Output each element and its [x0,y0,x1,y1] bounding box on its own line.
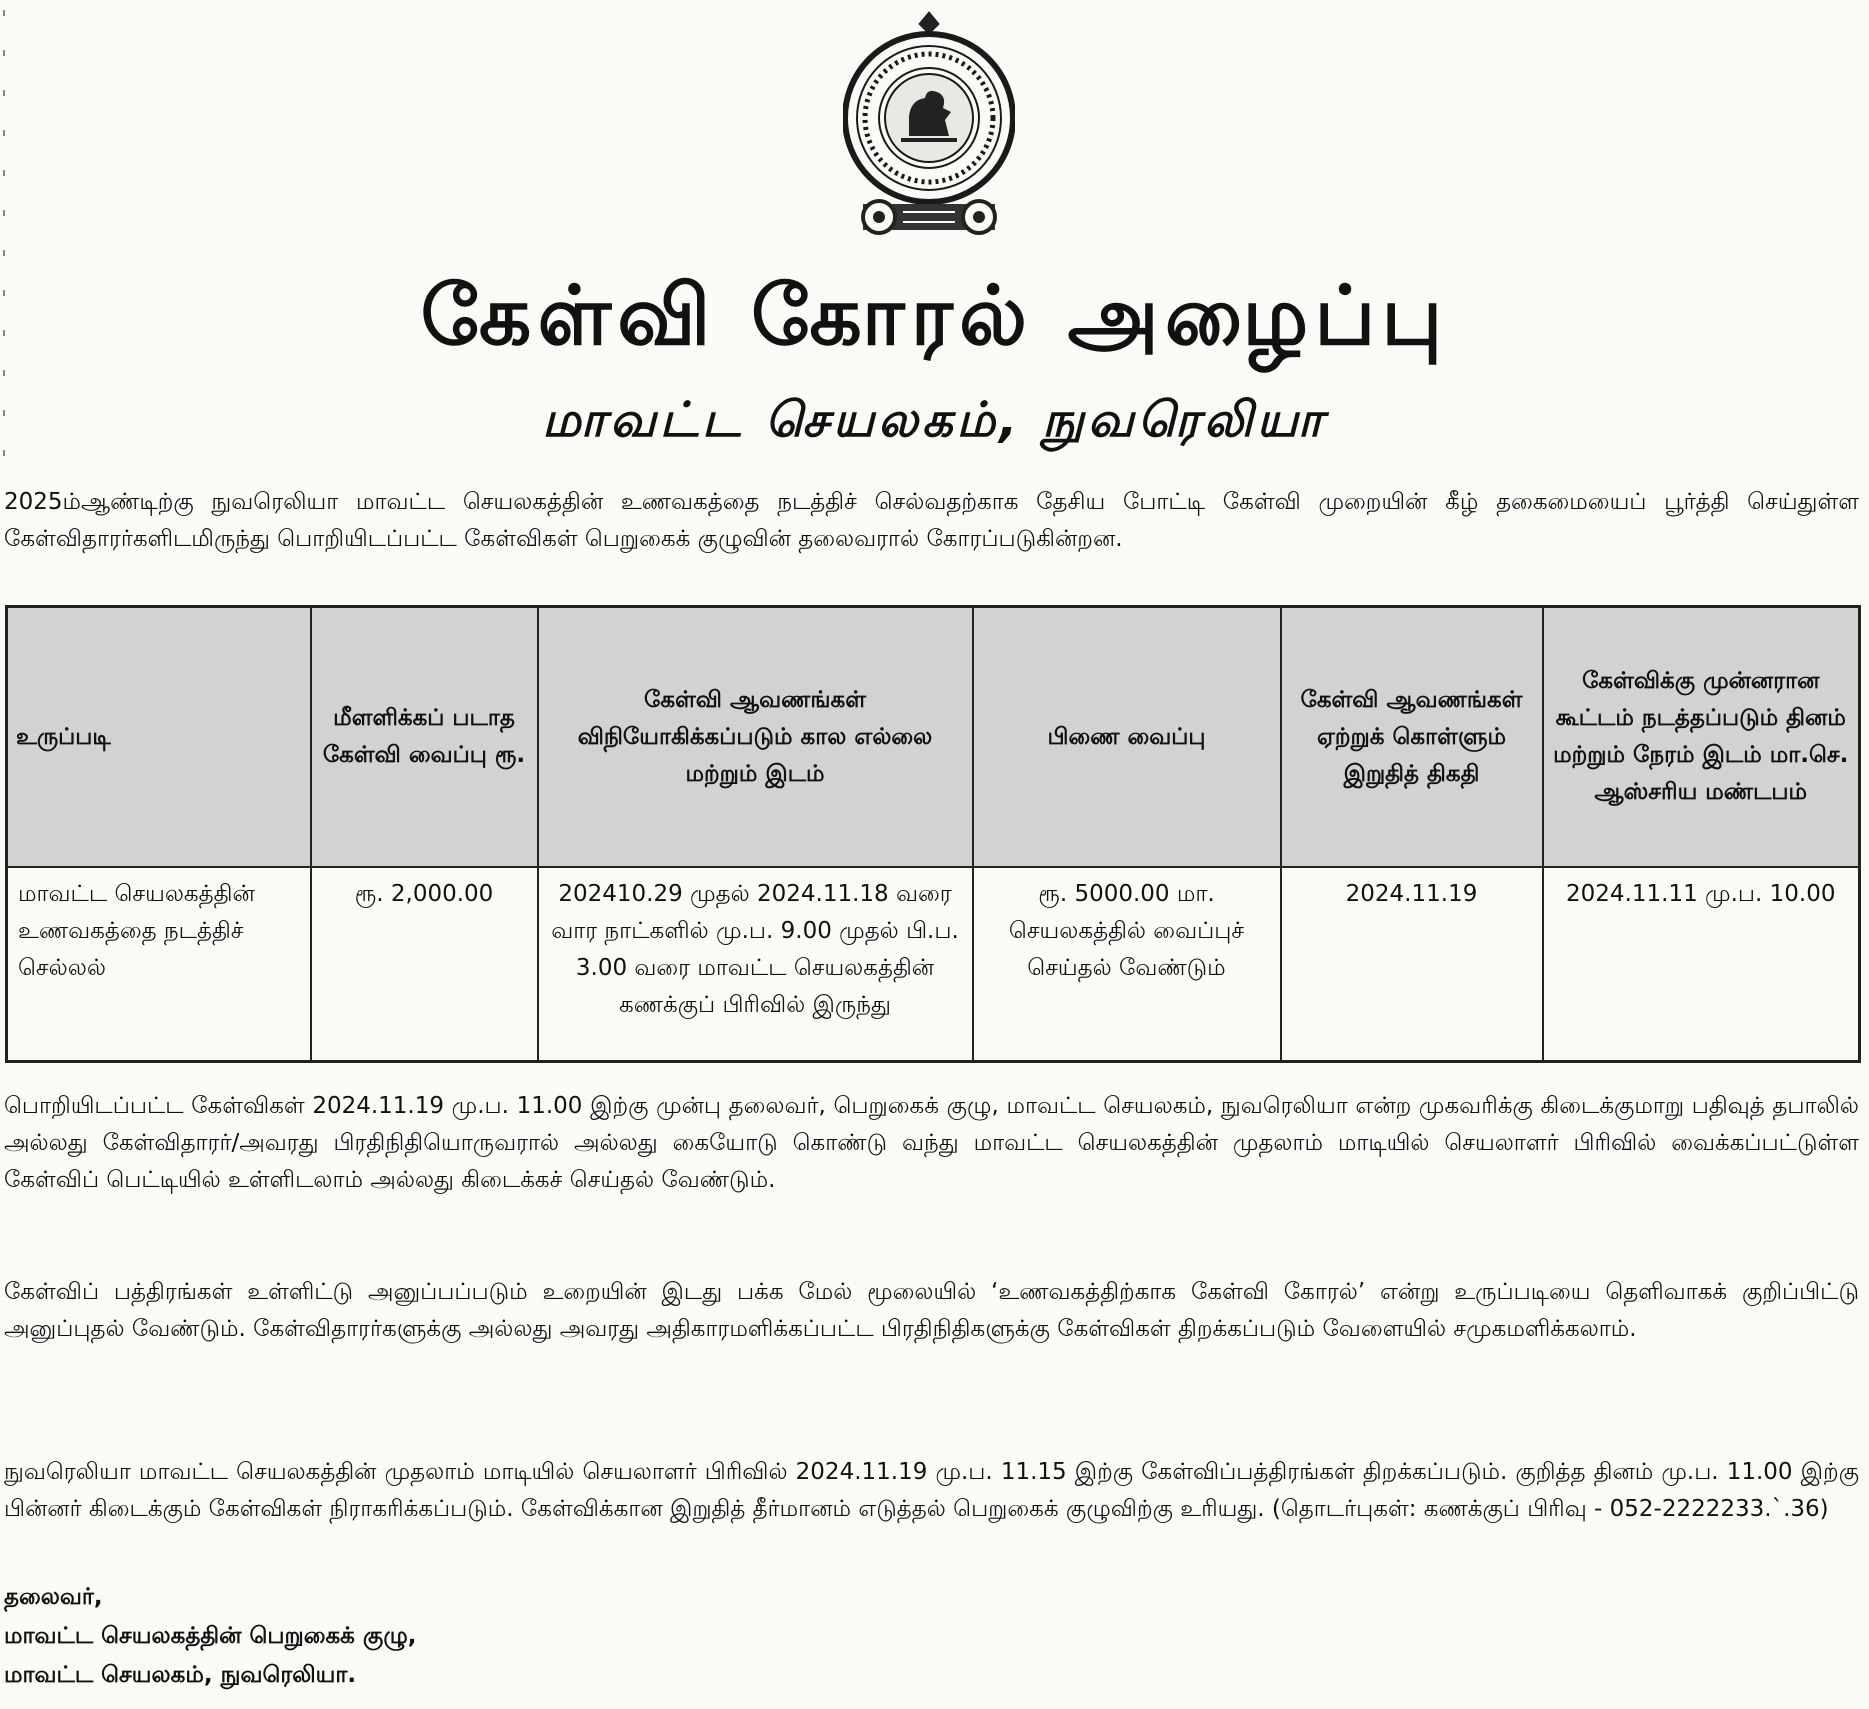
table-header-row [7,607,1860,868]
sri-lanka-emblem-icon [843,8,1015,246]
table-cell: 2024.11.11 மு.ப. 10.00 [1543,867,1860,1062]
signature-line: தலைவர், [4,1584,103,1610]
table-cell: மாவட்ட செயலகத்தின் உணவகத்தை நடத்திச் செல்லல் [7,867,311,1062]
column-header: கேள்விக்கு முன்னரான கூட்டம் நடத்தப்படும் தினம் மற்றும் நேரம் இடம் மா.செ. ஆஸ்சரிய மண்டபம் [1543,607,1860,868]
column-header: உருப்படி [7,607,311,868]
notice-title: கேள்வி கோரல் அழைப்பு [420,269,1449,364]
signature-block [4,1578,417,1695]
column-header: கேள்வி ஆவணங்கள் விநியோகிக்கப்படும் கால எல்லை மற்றும் இடம் [538,607,973,868]
envelope-paragraph: கேள்விப் பத்திரங்கள் உள்ளிட்டு அனுப்பப்படும் உறையின் இடது பக்க மேல் மூலையில் ‘உணவகத்திற்காக கேள்வி கோரல்’ என்று உருப்படியை தெளிவாகக் குறிப்பிட்டு அனுப்புதல் வேண்டும். கேள்விதாரர்களுக்கு அல்லது அவரது அதிகாரமளிக்கப்பட்ட பிரதிநிதிகளுக்கு கேள்விகள் திறக்கப்படும் வேளையில் சமுகமளிக்கலாம். [4,1279,1859,1342]
signature-line: மாவட்ட செயலகம், நுவரெலியா. [4,1662,357,1688]
notice-subtitle: மாவட்ட செயலகம், நுவரெலியா [542,392,1327,448]
tender-table [5,605,1861,1063]
table-cell: ரூ. 2,000.00 [311,867,538,1062]
intro-paragraph: 2025ம்ஆண்டிற்கு நுவரெலியா மாவட்ட செயலகத்தின் உணவகத்தை நடத்திச் செல்வதற்காக தேசிய போட்டி கேள்வி முறையின் கீழ் தகைமையைப் பூர்த்தி செய்துள்ள கேள்விதாரர்களிடமிருந்து பொறியிடப்பட்ட கேள்விகள் பெறுகைக் குழுவின் தலைவரால் கோரப்படுகின்றன. [4,489,1859,552]
column-header: கேள்வி ஆவணங்கள் ஏற்றுக் கொள்ளும் இறுதித் திகதி [1281,607,1543,868]
column-header: பிணை வைப்பு [973,607,1281,868]
submission-paragraph: பொறியிடப்பட்ட கேள்விகள் 2024.11.19 மு.ப. 11.00 இற்கு முன்பு தலைவர், பெறுகைக் குழு, மாவட்ட செயலகம், நுவரெலியா என்ற முகவரிக்கு கிடைக்குமாறு பதிவுத் தபாலில் அல்லது கேள்விதாரர்/அவரது பிரதிநிதியொருவரால் அல்லது கையோடு கொண்டு வந்து மாவட்ட செயலகத்தின் முதலாம் மாடியில் செயலாளர் பிரிவில் வைக்கப்பட்டுள்ள கேள்விப் பெட்டியில் உள்ளிடலாம் அல்லது கிடைக்கச் செய்தல் வேண்டும். [4,1093,1859,1193]
table-cell: 2024.11.19 [1281,867,1543,1062]
column-header: மீளளிக்கப் படாத கேள்வி வைப்பு ரூ. [311,607,538,868]
table-cell: 202410.29 முதல் 2024.11.18 வரை வார நாட்களில் மு.ப. 9.00 முதல் பி.ப. 3.00 வரை மாவட்ட செயலகத்தின் கணக்குப் பிரிவில் இருந்து [538,867,973,1062]
opening-paragraph: நுவரெலியா மாவட்ட செயலகத்தின் முதலாம் மாடியில் செயலாளர் பிரிவில் 2024.11.19 மு.ப. 11.15 இற்கு கேள்விப்பத்திரங்கள் திறக்கப்படும். குறித்த தினம் மு.ப. 11.00 இற்கு பின்னர் கிடைக்கும் கேள்விகள் நிராகரிக்கப்படும். கேள்விக்கான இறுதித் தீர்மானம் எடுத்தல் பெறுகைக் குழுவிற்கு உரியது. (தொடர்புகள்: கணக்குப் பிரிவு - 052-2222233.`.36) [4,1459,1859,1522]
table-row [7,867,1860,1062]
signature-line: மாவட்ட செயலகத்தின் பெறுகைக் குழு, [4,1623,417,1649]
table-cell: ரூ. 5000.00 மா. செயலகத்தில் வைப்புச் செய்தல் வேண்டும் [973,867,1281,1062]
